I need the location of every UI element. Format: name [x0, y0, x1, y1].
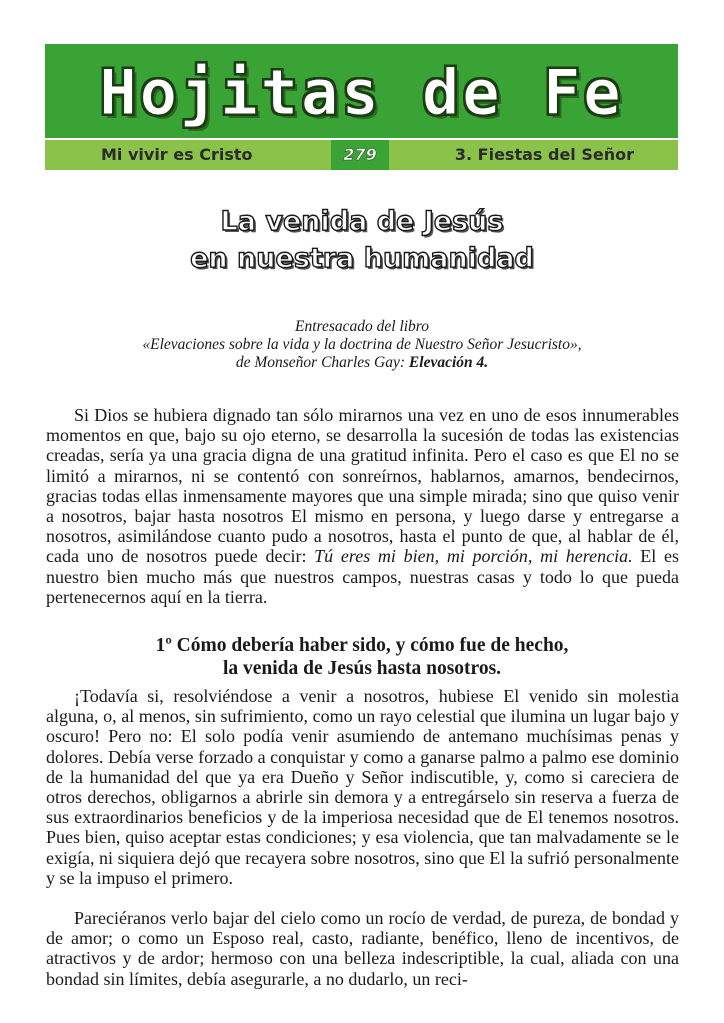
source-line-2: «Elevaciones sobre la vida y la doctrina de Nuestro Señor Jesucristo», — [142, 336, 582, 353]
source-citation — [0, 318, 724, 372]
motto-label: Mi vivir es Cristo — [101, 145, 253, 164]
intro-paragraph — [46, 405, 679, 607]
issue-number: 279 — [331, 140, 389, 170]
series-label: 3. Fiestas del Señor — [454, 145, 634, 164]
masthead-title: Hojitas de Fe — [99, 56, 624, 129]
subtitle-bar — [45, 138, 678, 170]
article-title — [0, 203, 724, 277]
body-paragraph-2: ¡Todavía si, resolviéndose a venir a nosotros, hubiese El venido sin molestia alguna, o, al menos, sin sufrimiento, como un rayo celestial que ilumina un lugar bajo y oscuro! Pero no: El solo podía venir asumiendo de antemano muchísimas penas y dolores. Debía verse forzado a conquistar y como a ganarse palmo a palmo ese dominio de la humanidad del que ya era Dueño y Señor indiscutible, y, como si careciera de otros derechos, obligarnos a abrirle sin demora y a entregárselo sin reserva a fuerza de sus extraordinarios beneficios y de la imperiosa necesidad que de El tenemos nosotros. Pues bien, quiso aceptar estas condiciones; y esa violencia, que tan malvadamente se le exigía, ni siquiera dejó que recayera sobre nosotros, sino que El la sufrió personalmente y se la impuso el primero. — [46, 686, 679, 888]
intro-tail: El es nuestro bien mucho más que nuestros campos, nuestras casas y todo lo que pueda pertenecernos aquí en la tierra. — [46, 546, 679, 607]
header-banner — [45, 44, 678, 168]
source-author: de Monseñor Charles Gay: — [235, 354, 409, 371]
title-line-1: La venida de Jesús — [220, 206, 504, 237]
section-heading-line-2: la venida de Jesús hasta nosotros. — [222, 658, 502, 679]
intro-text: Si Dios se hubiera dignado tan sólo mirarnos una vez en uno de esos innumerables momentos en que, bajo su ojo eterno, se desarrolla la sucesión de todas las existencias creadas, sería ya una gracia digna de una gratitud infinita. Pero el caso es que El no se limitó a mirarnos, ni se contentó con sonreírnos, hablarnos, amarnos, bendecirnos, gracias todas ellas inmensamente mayores que una simple mirada; sino que quiso venir a nosotros, bajar hasta nosotros El mismo en persona, y luego darse y entregarse a nosotros, asimilándose cuanto pudo a nosotros, hasta el punto de que, al hablar de él, cada uno de nosotros puede decir: — [46, 405, 679, 567]
section-heading-line-1: 1º Cómo debería haber sido, y cómo fue de hecho, — [155, 635, 569, 656]
section-heading — [0, 634, 724, 680]
source-reference: Elevación 4. — [408, 354, 489, 371]
body-paragraph-3: Pareciéranos verlo bajar del cielo como un rocío de verdad, de pureza, de bondad y de amor; o como un Esposo real, casto, radiante, benéfico, lleno de incentivos, de atractivos y de ardor; hermoso con una belleza indescriptible, la cual, aliada con una bondad sin límites, debía asegurarle, a no dudarlo, un reci- — [46, 908, 679, 989]
source-line-3 — [0, 354, 724, 372]
title-line-2: en nuestra humanidad — [190, 243, 534, 274]
source-line-1: Entresacado del libro — [294, 318, 430, 335]
intro-quote: Tú eres mi bien, mi porción, mi herencia. — [314, 546, 633, 567]
